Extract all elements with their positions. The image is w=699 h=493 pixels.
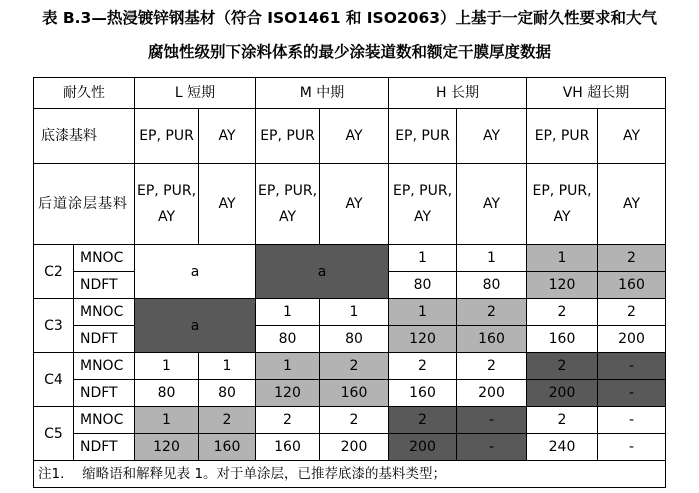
durability-L-header: L 短期 bbox=[135, 78, 256, 109]
topcoat-cell: EP, PUR, AY bbox=[389, 164, 457, 245]
table-title-line-2: 腐蚀性级别下涂料体系的最少涂装道数和额定干膜厚度数据 bbox=[147, 43, 551, 61]
table-row bbox=[34, 326, 666, 353]
topcoat-cell: AY bbox=[320, 164, 389, 245]
primer-cell: EP, PUR bbox=[389, 109, 457, 164]
data-cell: 1 bbox=[256, 299, 320, 326]
data-cell: 160 bbox=[457, 326, 527, 353]
topcoat-cell: AY bbox=[199, 164, 256, 245]
data-cell: 80 bbox=[389, 272, 457, 299]
data-cell: 2 bbox=[320, 407, 389, 434]
data-cell: 1 bbox=[135, 407, 199, 434]
primer-row bbox=[34, 109, 666, 164]
durability-header: 耐久性 bbox=[34, 78, 135, 109]
table-row bbox=[34, 299, 666, 326]
note-row bbox=[34, 461, 666, 488]
data-cell: 2 bbox=[457, 299, 527, 326]
topcoat-cell: EP, PUR, AY bbox=[135, 164, 199, 245]
topcoat-cell: EP, PUR, AY bbox=[527, 164, 598, 245]
data-cell: 2 bbox=[389, 407, 457, 434]
durability-M-header: M 中期 bbox=[256, 78, 389, 109]
primer-cell: AY bbox=[320, 109, 389, 164]
data-cell: 2 bbox=[389, 353, 457, 380]
data-cell: 1 bbox=[320, 299, 389, 326]
primer-cell: EP, PUR bbox=[256, 109, 320, 164]
data-cell: 2 bbox=[527, 407, 598, 434]
data-cell: 120 bbox=[256, 380, 320, 407]
data-cell: 160 bbox=[598, 272, 666, 299]
data-cell: 120 bbox=[527, 272, 598, 299]
data-cell: 2 bbox=[457, 353, 527, 380]
data-cell: 80 bbox=[457, 272, 527, 299]
data-cell: 160 bbox=[199, 434, 256, 461]
data-cell: 160 bbox=[527, 326, 598, 353]
ndft-label: NDFT bbox=[74, 434, 135, 461]
table-row bbox=[34, 407, 666, 434]
data-cell: 200 bbox=[320, 434, 389, 461]
data-cell: 160 bbox=[256, 434, 320, 461]
coating-system-table bbox=[33, 77, 666, 488]
table-row bbox=[34, 434, 666, 461]
table-row bbox=[34, 245, 666, 272]
primer-cell: AY bbox=[457, 109, 527, 164]
data-cell: 2 bbox=[256, 407, 320, 434]
table-note: 注1. 缩略语和解释见表 1。对于单涂层，已推荐底漆的基料类型； bbox=[34, 461, 666, 488]
data-cell: 120 bbox=[389, 326, 457, 353]
table-row bbox=[34, 353, 666, 380]
data-cell: 200 bbox=[389, 434, 457, 461]
data-cell: 1 bbox=[457, 245, 527, 272]
data-cell: 2 bbox=[527, 353, 598, 380]
data-cell: 160 bbox=[389, 380, 457, 407]
data-cell: 1 bbox=[389, 299, 457, 326]
ndft-label: NDFT bbox=[74, 380, 135, 407]
mnoc-label: MNOC bbox=[74, 407, 135, 434]
data-cell: 2 bbox=[598, 299, 666, 326]
data-cell: - bbox=[457, 407, 527, 434]
data-cell: 1 bbox=[199, 353, 256, 380]
data-cell: - bbox=[457, 434, 527, 461]
data-cell: 2 bbox=[320, 353, 389, 380]
data-cell: 200 bbox=[598, 326, 666, 353]
data-cell: 1 bbox=[527, 245, 598, 272]
topcoat-cell: AY bbox=[598, 164, 666, 245]
mnoc-label: MNOC bbox=[74, 245, 135, 272]
data-cell: - bbox=[598, 434, 666, 461]
data-cell: 200 bbox=[457, 380, 527, 407]
data-cell: 200 bbox=[527, 380, 598, 407]
topcoat-label: 后道涂层基料 bbox=[34, 164, 135, 245]
data-cell: 80 bbox=[135, 380, 199, 407]
data-cell: 80 bbox=[256, 326, 320, 353]
ndft-label: NDFT bbox=[74, 326, 135, 353]
durability-header-row bbox=[34, 78, 666, 109]
class-label-c2: C2 bbox=[34, 245, 74, 299]
primer-cell: AY bbox=[199, 109, 256, 164]
primer-cell: EP, PUR bbox=[527, 109, 598, 164]
primer-label: 底漆基料 bbox=[34, 109, 135, 164]
table-row bbox=[34, 380, 666, 407]
durability-H-header: H 长期 bbox=[389, 78, 527, 109]
data-cell: - bbox=[598, 353, 666, 380]
primer-cell: EP, PUR bbox=[135, 109, 199, 164]
data-cell: 1 bbox=[135, 353, 199, 380]
data-cell: 120 bbox=[135, 434, 199, 461]
class-label-c5: C5 bbox=[34, 407, 74, 461]
data-cell: 2 bbox=[199, 407, 256, 434]
data-cell: 1 bbox=[256, 353, 320, 380]
merged-cell: a bbox=[256, 245, 389, 299]
data-cell: 80 bbox=[199, 380, 256, 407]
mnoc-label: MNOC bbox=[74, 299, 135, 326]
topcoat-cell: EP, PUR, AY bbox=[256, 164, 320, 245]
data-cell: 2 bbox=[527, 299, 598, 326]
mnoc-label: MNOC bbox=[74, 353, 135, 380]
merged-cell: a bbox=[135, 299, 256, 353]
class-label-c3: C3 bbox=[34, 299, 74, 353]
merged-cell: a bbox=[135, 245, 256, 299]
topcoat-row bbox=[34, 164, 666, 245]
data-cell: 160 bbox=[320, 380, 389, 407]
data-cell: 1 bbox=[389, 245, 457, 272]
data-cell: 2 bbox=[598, 245, 666, 272]
durability-VH-header: VH 超长期 bbox=[527, 78, 666, 109]
data-cell: 240 bbox=[527, 434, 598, 461]
class-label-c4: C4 bbox=[34, 353, 74, 407]
data-cell: 80 bbox=[320, 326, 389, 353]
primer-cell: AY bbox=[598, 109, 666, 164]
topcoat-cell: AY bbox=[457, 164, 527, 245]
ndft-label: NDFT bbox=[74, 272, 135, 299]
data-cell: - bbox=[598, 407, 666, 434]
data-cell: - bbox=[598, 380, 666, 407]
table-title-line-1: 表 B.3—热浸镀锌钢基材（符合 ISO1461 和 ISO2063）上基于一定耐久性要求和大气 bbox=[41, 9, 658, 27]
